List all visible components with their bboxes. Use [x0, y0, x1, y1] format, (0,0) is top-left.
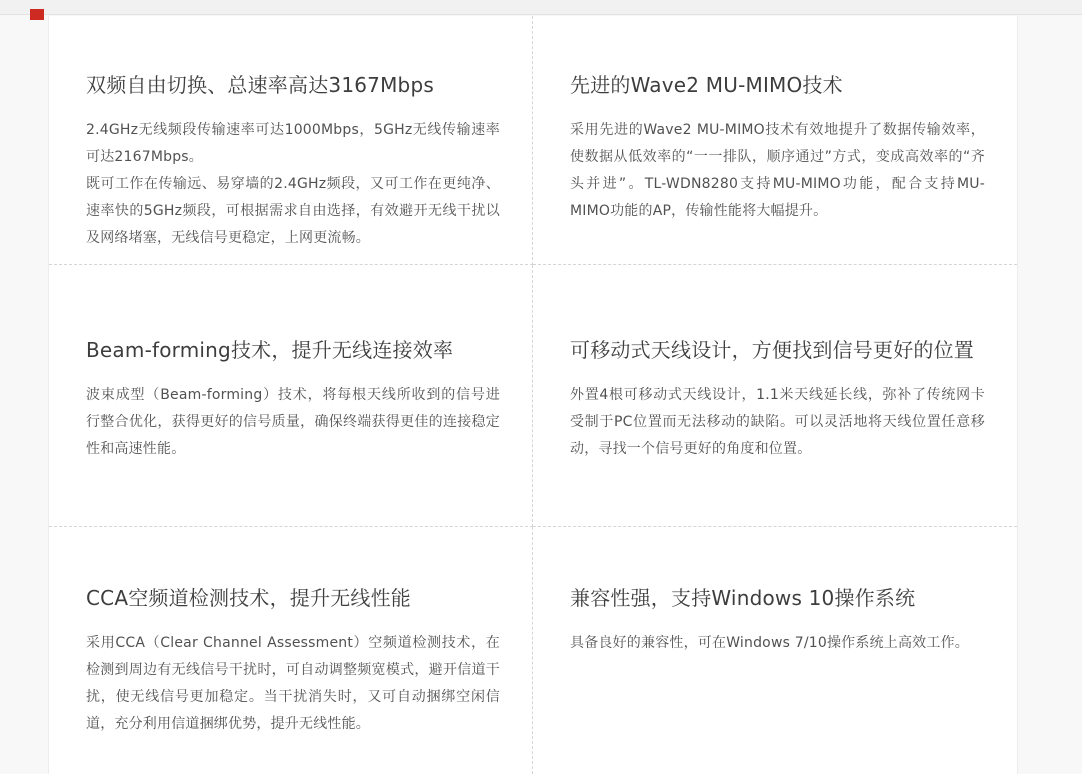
feature-card-dual-band [49, 16, 533, 265]
top-section-edge [0, 0, 1082, 15]
feature-title: Beam-forming技术，提升无线连接效率 [86, 338, 454, 362]
feature-card-cca [49, 527, 533, 774]
feature-card-compatibility [533, 527, 1017, 774]
feature-title: 兼容性强，支持Windows 10操作系统 [570, 586, 916, 610]
feature-card-movable-antenna [533, 265, 1017, 527]
red-marker [30, 9, 44, 20]
feature-card-mu-mimo [533, 16, 1017, 265]
feature-paragraph: 采用先进的Wave2 MU-MIMO技术有效地提升了数据传输效率，使数据从低效率的“一一排队，顺序通过”方式，变成高效率的“齐头并进”。TL-WDN8280支持MU-MIMO功能，配合支持MU-MIMO功能的AP，传输性能将大幅提升。 [570, 122, 985, 219]
feature-title: 双频自由切换、总速率高达3167Mbps [86, 73, 434, 97]
feature-card-beamforming [49, 265, 533, 527]
feature-paragraph: 2.4GHz无线频段传输速率可达1000Mbps，5GHz无线传输速率可达2167Mbps。 [86, 122, 500, 165]
feature-paragraph: 外置4根可移动式天线设计，1.1米天线延长线，弥补了传统网卡受制于PC位置而无法移动的缺陷。可以灵活地将天线位置任意移动，寻找一个信号更好的角度和位置。 [570, 387, 985, 457]
feature-paragraph: 波束成型（Beam-forming）技术，将每根天线所收到的信号进行整合优化，获得更好的信号质量，确保终端获得更佳的连接稳定性和高速性能。 [86, 387, 500, 457]
feature-panel [48, 16, 1018, 774]
feature-paragraph: 具备良好的兼容性，可在Windows 7/10操作系统上高效工作。 [570, 635, 969, 651]
feature-title: 可移动式天线设计，方便找到信号更好的位置 [570, 338, 974, 362]
feature-grid [49, 16, 1017, 774]
feature-paragraph: 既可工作在传输远、易穿墙的2.4GHz频段，又可工作在更纯净、速率快的5GHz频段，可根据需求自由选择，有效避开无线干扰以及网络堵塞，无线信号更稳定，上网更流畅。 [86, 176, 500, 246]
feature-title: 先进的Wave2 MU-MIMO技术 [570, 73, 843, 97]
feature-title: CCA空频道检测技术，提升无线性能 [86, 586, 412, 610]
feature-paragraph: 采用CCA（Clear Channel Assessment）空频道检测技术，在检测到周边有无线信号干扰时，可自动调整频宽模式，避开信道干扰，使无线信号更加稳定。当干扰消失时，又可自动捆绑空闲信道，充分利用信道捆绑优势，提升无线性能。 [86, 635, 500, 732]
